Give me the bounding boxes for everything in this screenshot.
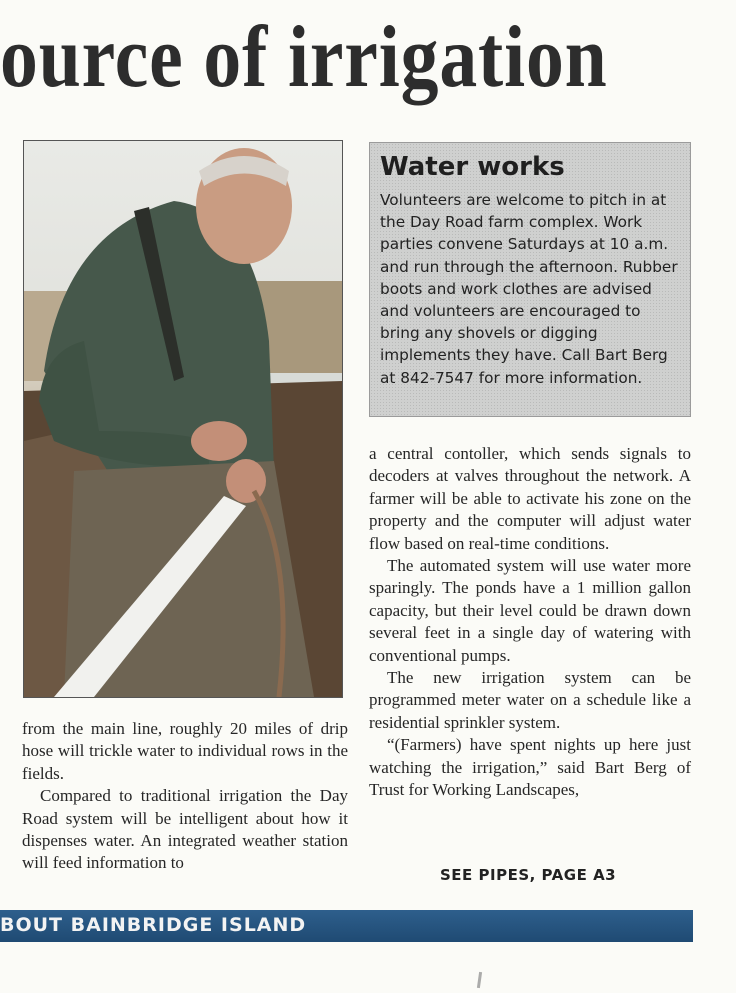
photo-illustration (24, 141, 342, 697)
sidebar-body: Volunteers are welcome to pitch in at the Day Road farm complex. Work parties convene Saturdays at 10 a.m. and run through the afternoon. Rubber boots and work clothes are advised and volunteers are encouraged to bring any shovels or digging implements they have. Call Bart Berg at 842-7547 for more information. (380, 191, 678, 387)
left-column (22, 718, 348, 875)
jump-line: SEE PIPES, PAGE A3 (440, 866, 617, 884)
water-works-sidebar (369, 142, 691, 417)
print-speck (477, 972, 482, 988)
section-banner-label: BOUT BAINBRIDGE ISLAND (0, 914, 307, 936)
left-paragraph: from the main line, roughly 20 miles of drip hose will trickle water to individual rows in the fields. (22, 719, 348, 783)
right-column (369, 443, 691, 802)
right-paragraph: The automated system will use water more sparingly. The ponds have a 1 million gallon capacity, but their level could be drawn down several feet in a single day of watering with conventional pumps. (369, 556, 691, 665)
man-holding-hose-photo (23, 140, 343, 698)
left-paragraph: Compared to traditional irrigation the Day Road system will be intelligent about how it dispenses water. An integrated weather station will feed information to (22, 786, 348, 873)
right-paragraph: “(Farmers) have spent nights up here just watching the irrigation,” said Bart Berg of Trust for Working Landscapes, (369, 735, 691, 800)
section-banner (0, 910, 693, 942)
sidebar-title: Water works (380, 152, 565, 182)
right-paragraph: a central contoller, which sends signals to decoders at valves throughout the network. A farmer will be able to activate his zone on the property and the computer will adjust water flow based on real-time conditions. (369, 444, 691, 553)
headline: ource of irrigation (0, 9, 608, 106)
right-paragraph: The new irrigation system can be programmed meter water on a schedule like a residential sprinkler system. (369, 668, 691, 732)
